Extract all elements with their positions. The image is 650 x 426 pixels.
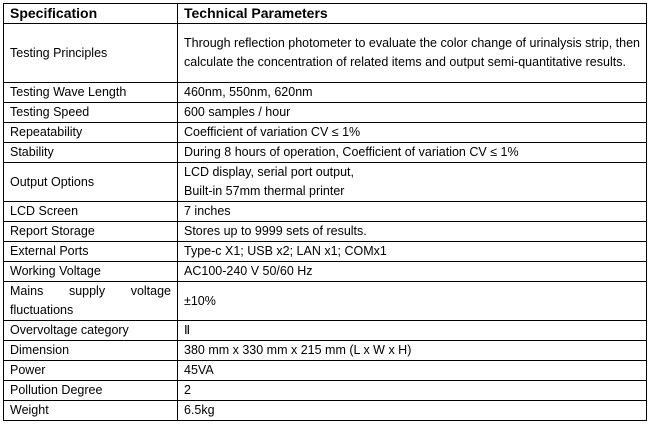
table-row — [4, 242, 647, 262]
params-cell — [178, 163, 647, 202]
params-cell: ±10% — [178, 282, 647, 321]
params-cell: 460nm, 550nm, 620nm — [178, 83, 647, 103]
params-cell: 7 inches — [178, 202, 647, 222]
params-cell: 2 — [178, 381, 647, 401]
table-row — [4, 24, 647, 83]
spec-cell: Overvoltage category — [4, 321, 178, 341]
params-cell: Type-c X1; USB x2; LAN x1; COMx1 — [178, 242, 647, 262]
table-row — [4, 103, 647, 123]
table-row — [4, 262, 647, 282]
spec-cell: Testing Principles — [4, 24, 178, 83]
spec-cell: Report Storage — [4, 222, 178, 242]
column-header-technical-parameters: Technical Parameters — [178, 4, 647, 24]
table-row — [4, 123, 647, 143]
spec-cell: Mains supply voltage fluctuations — [4, 282, 178, 321]
params-line: Built-in 57mm thermal printer — [184, 184, 345, 198]
table-row — [4, 361, 647, 381]
spec-cell: Pollution Degree — [4, 381, 178, 401]
spec-cell: Output Options — [4, 163, 178, 202]
table-row — [4, 202, 647, 222]
params-cell: Stores up to 9999 sets of results. — [178, 222, 647, 242]
spec-cell: Power — [4, 361, 178, 381]
params-cell: 45VA — [178, 361, 647, 381]
spec-cell: Testing Wave Length — [4, 83, 178, 103]
params-cell: 600 samples / hour — [178, 103, 647, 123]
spec-cell: External Ports — [4, 242, 178, 262]
spec-cell: Weight — [4, 401, 178, 421]
table-row — [4, 381, 647, 401]
table-row — [4, 341, 647, 361]
table-row — [4, 282, 647, 321]
params-cell: AC100-240 V 50/60 Hz — [178, 262, 647, 282]
params-cell: 380 mm x 330 mm x 215 mm (L x W x H) — [178, 341, 647, 361]
params-cell: Through reflection photometer to evaluate the color change of urinalysis strip, then calculate the concentration of related items and output semi-quantitative results. — [178, 24, 647, 83]
table-row — [4, 163, 647, 202]
params-cell: 6.5kg — [178, 401, 647, 421]
spec-cell: Dimension — [4, 341, 178, 361]
table-row — [4, 321, 647, 341]
params-cell: Ⅱ — [178, 321, 647, 341]
params-cell: During 8 hours of operation, Coefficient of variation CV ≤ 1% — [178, 143, 647, 163]
spec-cell: Working Voltage — [4, 262, 178, 282]
table-row — [4, 83, 647, 103]
spec-cell: Testing Speed — [4, 103, 178, 123]
params-line: LCD display, serial port output, — [184, 165, 354, 179]
header-row — [4, 4, 647, 24]
params-cell: Coefficient of variation CV ≤ 1% — [178, 123, 647, 143]
specification-table — [3, 3, 647, 421]
table-row — [4, 143, 647, 163]
column-header-specification: Specification — [4, 4, 178, 24]
spec-cell: Repeatability — [4, 123, 178, 143]
table-row — [4, 222, 647, 242]
spec-cell: LCD Screen — [4, 202, 178, 222]
table-row — [4, 401, 647, 421]
spec-cell: Stability — [4, 143, 178, 163]
